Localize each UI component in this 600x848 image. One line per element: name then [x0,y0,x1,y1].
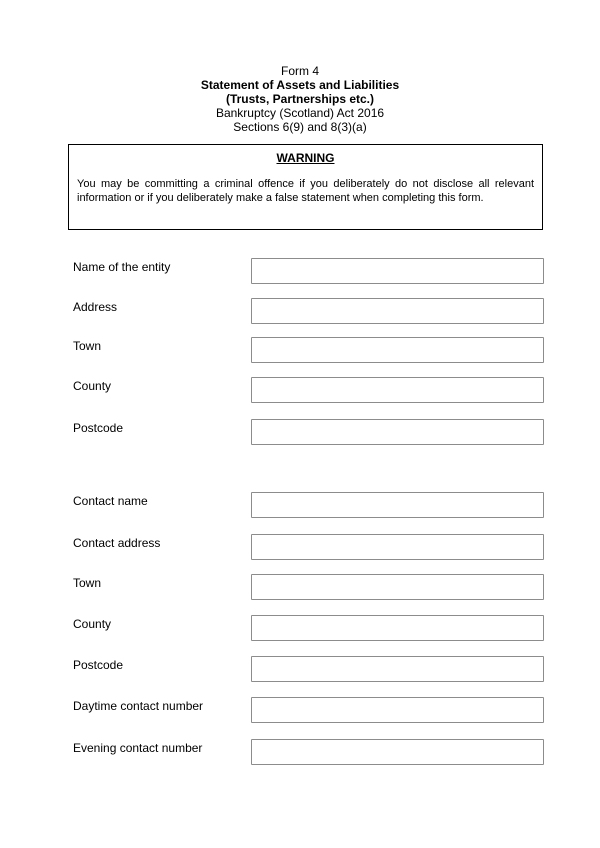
entity-name-label: Name of the entity [73,260,171,274]
contact-county-row [73,615,545,641]
entity-name-field[interactable] [251,258,544,284]
contact-name-label: Contact name [73,494,148,508]
form-act: Bankruptcy (Scotland) Act 2016 [215,106,385,120]
form-sections: Sections 6(9) and 8(3)(a) [233,120,367,134]
contact-town-row [73,574,545,600]
address-row [73,298,545,324]
contact-address-row [73,534,545,560]
town-label: Town [73,339,102,353]
address-field[interactable] [251,298,544,324]
postcode-row [73,419,545,445]
contact-address-field[interactable] [251,534,544,560]
contact-name-row [73,492,545,518]
evening-contact-row [73,739,545,765]
town-field[interactable] [251,337,544,363]
county-label: County [73,379,112,393]
daytime-contact-label: Daytime contact number [73,699,204,713]
postcode-label: Postcode [73,421,124,435]
county-field[interactable] [251,377,544,403]
warning-box [68,144,543,230]
daytime-contact-field[interactable] [251,697,544,723]
contact-town-label: Town [73,576,102,590]
entity-name-row [73,258,545,284]
county-row [73,377,545,403]
warning-title: WARNING [276,151,335,165]
town-row [73,337,545,363]
contact-name-field[interactable] [251,492,544,518]
address-label: Address [73,300,118,314]
contact-postcode-label: Postcode [73,658,124,672]
contact-postcode-field[interactable] [251,656,544,682]
warning-text: You may be committing a criminal offence if you deliberately do not disclose all relevant information or if you deliberately make a false statement when completing this form. [77,178,534,204]
evening-contact-label: Evening contact number [73,741,203,755]
form-number: Form 4 [280,64,319,78]
form-header [0,64,600,134]
contact-address-label: Contact address [73,536,161,550]
postcode-field[interactable] [251,419,544,445]
contact-postcode-row [73,656,545,682]
contact-county-field[interactable] [251,615,544,641]
daytime-contact-row [73,697,545,723]
contact-town-field[interactable] [251,574,544,600]
form-title-line-1: Statement of Assets and Liabilities [200,78,400,92]
form-title-line-2: (Trusts, Partnerships etc.) [225,92,375,106]
evening-contact-field[interactable] [251,739,544,765]
contact-county-label: County [73,617,112,631]
